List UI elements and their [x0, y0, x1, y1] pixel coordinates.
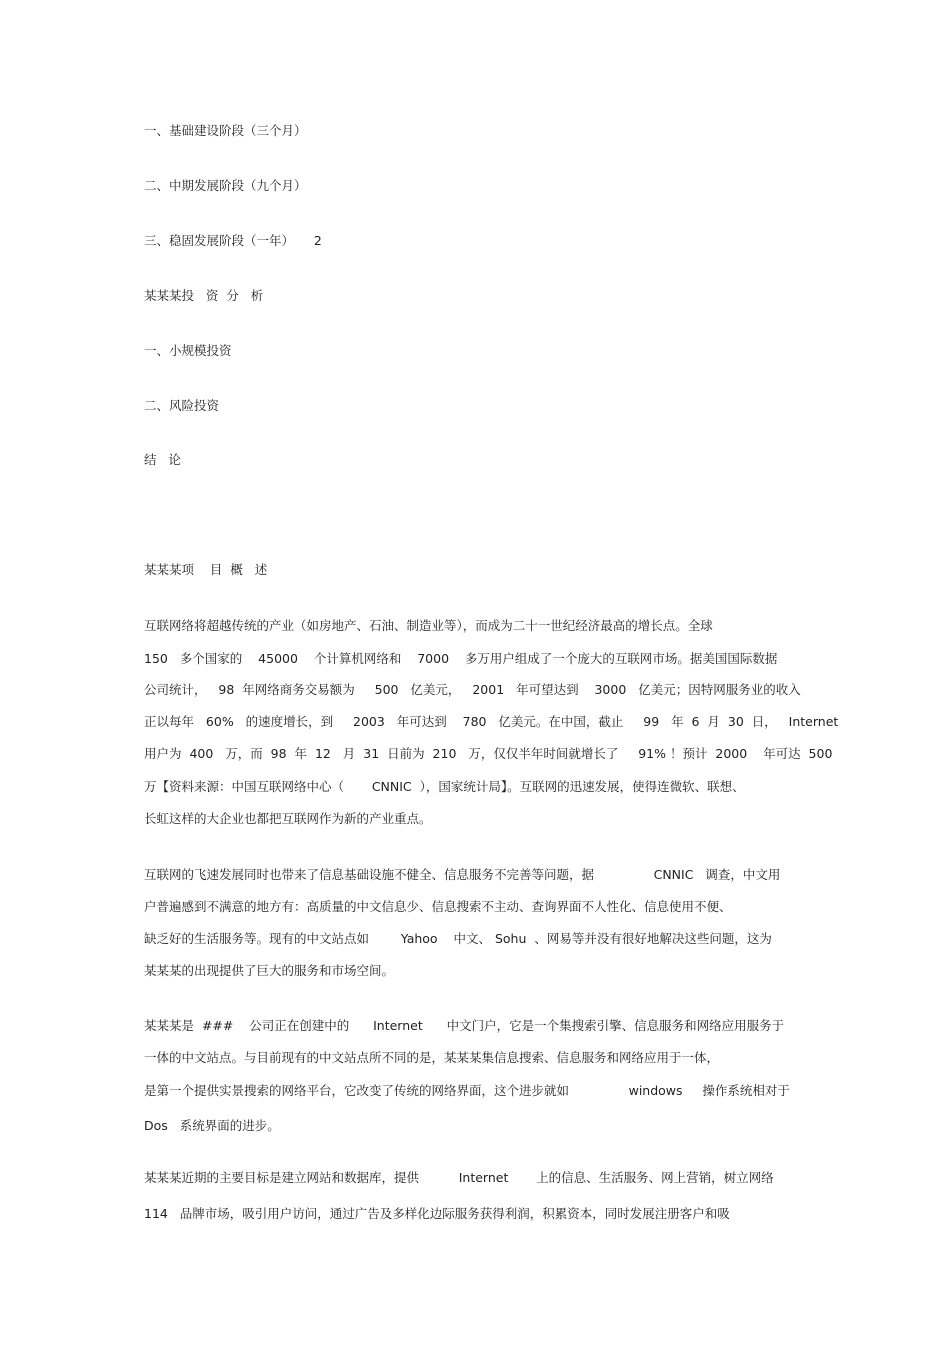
paragraph-line: 一体的中文站点。与目前现有的中文站点所不同的是，某某某集信息搜索、信息服务和网络应用于一体，	[144, 1050, 720, 1065]
paragraph-line: 缺乏好的生活服务等。现有的中文站点如 Yahoo 中文、 Sohu 、网易等并没有很好地解决这些问题，这为	[144, 931, 772, 946]
paragraph-line: 某某某是 ### 公司正在创建中的 Internet 中文门户，它是一个集搜索引擎、信息服务和网络应用服务于	[144, 1018, 785, 1033]
paragraph-line: 万【资料来源：中国互联网络中心（ CNNIC ），国家统计局】。互联网的迅速发展，使得连微软、联想、	[144, 779, 745, 794]
paragraph-line: 互联网的飞速发展同时也带来了信息基础设施不健全、信息服务不完善等问题，据 CNNIC 调查，中文用	[144, 867, 781, 882]
toc-item-conclusion: 结 论	[144, 452, 181, 467]
paragraph-line: 150 多个国家的 45000 个计算机网络和 7000 多万用户组成了一个庞大的互联网市场。据美国国际数据	[144, 651, 778, 666]
paragraph-line: 某某某的出现提供了巨大的服务和市场空间。	[144, 963, 395, 978]
paragraph-line: 互联网络将超越传统的产业（如房地产、石油、制造业等），而成为二十一世纪经济最高的增长点。全球	[144, 618, 713, 633]
toc-item-venture-investment: 二、风险投资	[144, 398, 220, 413]
paragraph-line: 户普遍感到不满意的地方有：高质量的中文信息少、信息搜索不主动、查询界面不人性化、信息使用不便、	[144, 899, 732, 914]
section-title: 某某某项 目 概 述	[144, 562, 268, 577]
toc-item-mid-development-stage: 二、中期发展阶段（九个月）	[144, 178, 307, 193]
paragraph-line: 用户为 400 万，而 98 年 12 月 31 日前为 210 万，仅仅半年时间就增长了 91% ！预计 2000 年可达 500	[144, 746, 833, 761]
paragraph-line: 公司统计， 98 年网络商务交易额为 500 亿美元， 2001 年可望达到 3000 亿美元；因特网服务业的收入	[144, 682, 801, 697]
paragraph-line: 长虹这样的大企业也都把互联网作为新的产业重点。	[144, 811, 432, 826]
toc-item-small-scale-investment: 一、小规模投资	[144, 343, 232, 358]
toc-item-investment-analysis: 某某某投 资 分 析	[144, 288, 264, 303]
toc-item-stable-development-stage: 三、稳固发展阶段（一年） 2	[144, 233, 322, 248]
paragraph-line: Dos 系统界面的进步。	[144, 1118, 280, 1133]
toc-item-infrastructure-stage: 一、基础建设阶段（三个月）	[144, 123, 307, 138]
paragraph-line: 某某某近期的主要目标是建立网站和数据库，提供 Internet 上的信息、生活服务、网上营销，树立网络	[144, 1170, 774, 1185]
paragraph-line: 正以每年 60% 的速度增长，到 2003 年可达到 780 亿美元。在中国，截止 99 年 6 月 30 日， Internet	[144, 714, 839, 729]
paragraph-line: 是第一个提供实景搜索的网络平台，它改变了传统的网络界面，这个进步就如 windows 操作系统相对于	[144, 1083, 790, 1098]
paragraph-line: 114 品牌市场，吸引用户访问，通过广告及多样化边际服务获得利润，积累资本，同时发展注册客户和吸	[144, 1206, 730, 1221]
